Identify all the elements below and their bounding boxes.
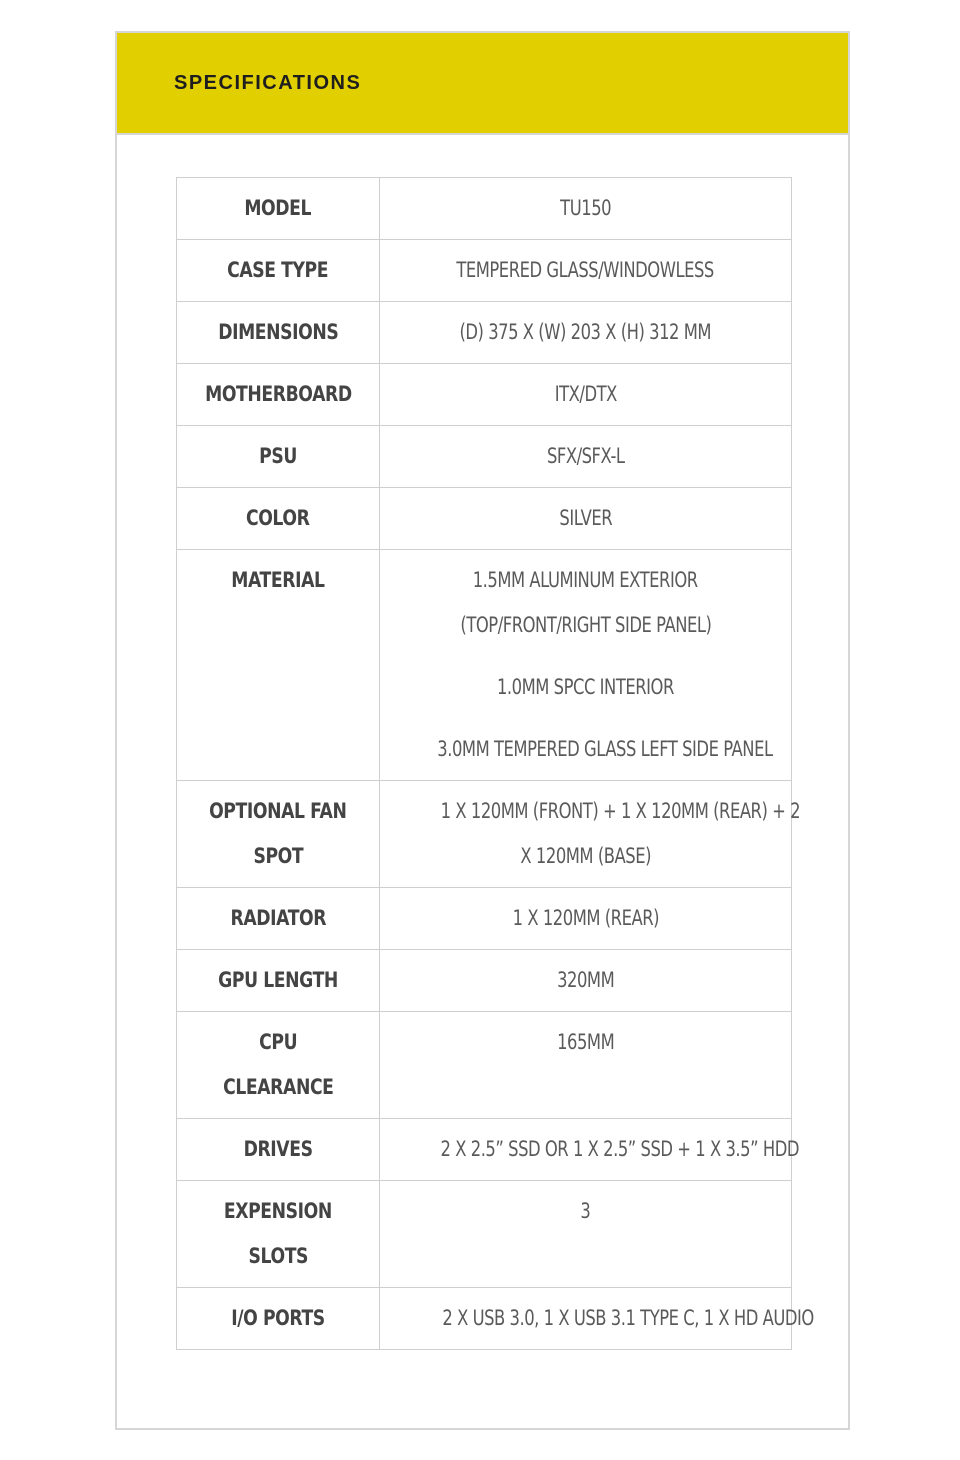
spec-label-cell xyxy=(177,178,380,240)
spec-value: SILVER xyxy=(559,506,612,530)
spec-value-cell xyxy=(380,1288,814,1350)
spec-row xyxy=(177,1181,792,1288)
specifications-panel xyxy=(115,31,850,1430)
spec-value: 1.0MM SPCC INTERIOR xyxy=(497,675,674,699)
spec-row xyxy=(177,240,792,302)
spec-row xyxy=(177,888,792,950)
spec-label-cell xyxy=(177,781,380,888)
spec-label: I/O PORTS xyxy=(231,1306,325,1330)
spec-value-cell xyxy=(380,1181,792,1288)
spec-row xyxy=(177,1288,792,1350)
spec-label: SLOTS xyxy=(248,1244,308,1268)
spec-label: OPTIONAL FAN xyxy=(209,799,347,823)
spec-value-cell xyxy=(380,1012,792,1119)
spec-row xyxy=(177,178,792,240)
spec-value: 1 X 120MM (FRONT) + 1 X 120MM (REAR) + 2 xyxy=(440,799,801,823)
spec-row xyxy=(177,950,792,1012)
spec-value: 1.5MM ALUMINUM EXTERIOR xyxy=(473,568,698,592)
spec-label: PSU xyxy=(259,444,297,468)
spec-value: TEMPERED GLASS/WINDOWLESS xyxy=(456,258,715,282)
spec-value: 3.0MM TEMPERED GLASS LEFT SIDE PANEL xyxy=(437,737,773,761)
spec-value-cell xyxy=(380,240,792,302)
spec-label: DRIVES xyxy=(243,1137,313,1161)
spec-label: CASE TYPE xyxy=(227,258,329,282)
spec-label: MATERIAL xyxy=(231,568,325,592)
spec-label: DIMENSIONS xyxy=(217,320,339,344)
spec-row xyxy=(177,364,792,426)
spec-label-cell xyxy=(177,950,380,1012)
spec-value: (TOP/FRONT/RIGHT SIDE PANEL) xyxy=(459,613,712,637)
spec-value: 165MM xyxy=(556,1030,615,1054)
spec-label: RADIATOR xyxy=(230,906,326,930)
spec-label: MODEL xyxy=(244,196,312,220)
spec-value: 320MM xyxy=(556,968,615,992)
spec-value-cell xyxy=(380,1119,800,1181)
specifications-header xyxy=(117,33,848,135)
spec-label-cell xyxy=(177,888,380,950)
spec-label-cell xyxy=(177,488,380,550)
spec-label-cell xyxy=(177,1181,380,1288)
spec-value: X 120MM (BASE) xyxy=(520,844,651,868)
spec-label: GPU LENGTH xyxy=(218,968,338,992)
spec-value: TU150 xyxy=(560,196,611,220)
spec-value: 2 X 2.5” SSD OR 1 X 2.5” SSD + 1 X 3.5” HDD xyxy=(440,1137,800,1161)
spec-row xyxy=(177,426,792,488)
specifications-title: SPECIFICATIONS xyxy=(174,71,362,94)
spec-label: MOTHERBOARD xyxy=(204,382,352,406)
specifications-table xyxy=(176,177,814,1350)
spec-label-cell xyxy=(177,550,380,781)
spec-label-cell xyxy=(177,240,380,302)
spec-label: EXPENSION xyxy=(223,1199,333,1223)
spec-label-cell xyxy=(177,426,380,488)
spec-row xyxy=(177,781,792,888)
spec-value: (D) 375 X (W) 203 X (H) 312 MM xyxy=(459,320,712,344)
spec-value-cell xyxy=(380,888,792,950)
spec-label: SPOT xyxy=(253,844,303,868)
spec-value: SFX/SFX-L xyxy=(546,444,625,468)
spec-value-cell xyxy=(380,426,792,488)
spec-label: COLOR xyxy=(246,506,310,530)
spec-row xyxy=(177,1012,792,1119)
spec-value-cell xyxy=(380,950,792,1012)
spec-label: CLEARANCE xyxy=(222,1075,334,1099)
spec-value-cell xyxy=(380,550,792,781)
spec-value-cell xyxy=(380,364,792,426)
spec-value-cell xyxy=(380,781,801,888)
spec-value-cell xyxy=(380,178,792,240)
spec-row xyxy=(177,302,792,364)
spec-value: 3 xyxy=(580,1199,591,1223)
spec-value-cell xyxy=(380,488,792,550)
spec-label-cell xyxy=(177,1012,380,1119)
spec-value: 2 X USB 3.0, 1 X USB 3.1 TYPE C, 1 X HD AUDIO xyxy=(442,1306,814,1330)
spec-row xyxy=(177,550,792,781)
spec-row xyxy=(177,488,792,550)
spec-value-cell xyxy=(380,302,792,364)
spec-row xyxy=(177,1119,792,1181)
spec-label-cell xyxy=(177,1288,380,1350)
spec-label-cell xyxy=(177,1119,380,1181)
spec-label-cell xyxy=(177,302,380,364)
spec-label-cell xyxy=(177,364,380,426)
spec-value: ITX/DTX xyxy=(554,382,617,406)
spec-value: 1 X 120MM (REAR) xyxy=(512,906,659,930)
spec-label: CPU xyxy=(258,1030,297,1054)
